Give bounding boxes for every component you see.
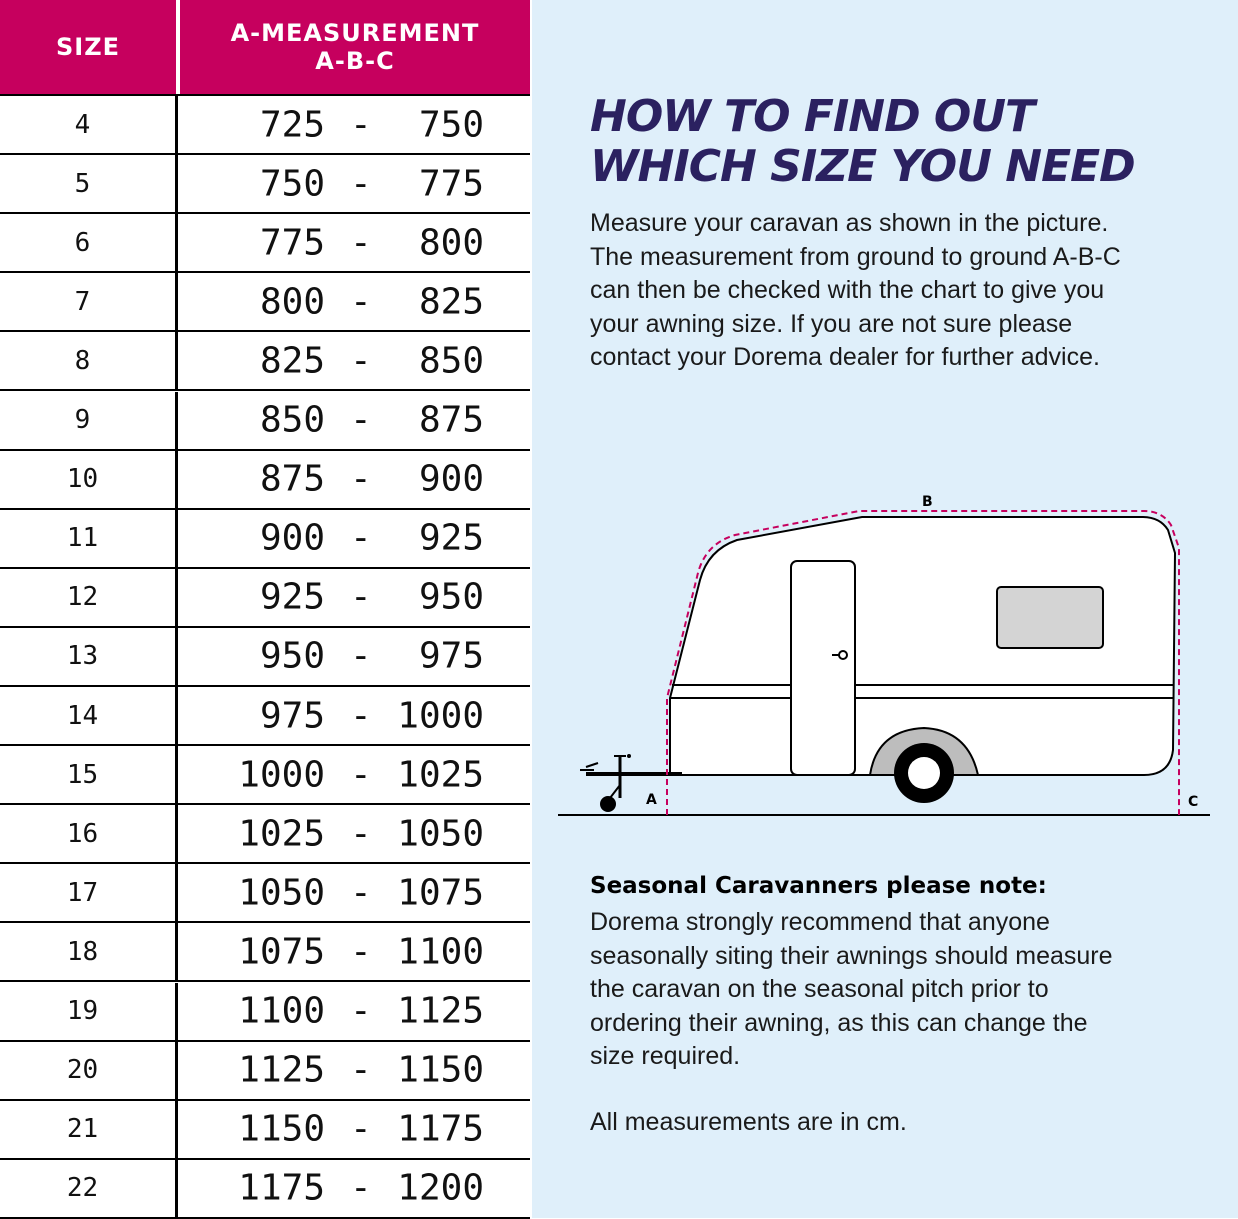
table-row <box>0 569 530 628</box>
size-cell: 14 <box>0 687 178 744</box>
table-row <box>0 687 530 746</box>
measurement-cell <box>178 746 530 803</box>
table-row <box>0 864 530 923</box>
measurement-cell <box>178 864 530 921</box>
measurement-cell <box>178 1042 530 1099</box>
measurement-cell <box>178 923 530 980</box>
table-row <box>0 214 530 273</box>
table-row <box>0 155 530 214</box>
size-cell: 6 <box>0 214 178 271</box>
size-table <box>0 0 530 1218</box>
measurement-cell <box>178 1101 530 1158</box>
range-dash: - <box>350 340 372 382</box>
measurement-cell <box>178 155 530 212</box>
table-row <box>0 983 530 1042</box>
measurement-to: 800 <box>418 222 484 264</box>
note-line: ordering their awning, as this can change the <box>590 1008 1088 1037</box>
table-row <box>0 628 530 687</box>
measurement-from: 1175 <box>238 1167 325 1209</box>
measurement-from: 800 <box>259 281 325 323</box>
measurement-from: 775 <box>259 222 325 264</box>
caravan-door <box>791 561 855 775</box>
measurement-from: 975 <box>259 695 325 736</box>
label-b: B <box>922 494 933 510</box>
label-a: A <box>646 792 657 808</box>
range-dash: - <box>350 931 372 973</box>
measurement-to: 1100 <box>397 931 484 973</box>
title-line-1: HOW TO FIND OUT <box>590 91 1035 142</box>
table-row <box>0 1042 530 1101</box>
measurement-to: 1025 <box>397 754 484 796</box>
range-dash: - <box>350 399 372 441</box>
range-dash: - <box>350 281 372 323</box>
table-row <box>0 1160 530 1219</box>
measurement-cell <box>178 687 530 744</box>
size-cell: 21 <box>0 1101 178 1158</box>
measurement-cell <box>178 214 530 271</box>
size-cell: 18 <box>0 923 178 980</box>
range-dash: - <box>350 222 372 264</box>
measurement-to: 1075 <box>397 872 484 914</box>
measurement-to: 1200 <box>397 1167 484 1209</box>
measurement-from: 725 <box>259 104 325 145</box>
range-dash: - <box>350 1108 372 1150</box>
measurement-to: 875 <box>418 399 484 441</box>
intro-line: Measure your caravan as shown in the picture. <box>590 209 1109 237</box>
label-c: C <box>1188 794 1199 810</box>
note-title: Seasonal Caravanners please note: <box>590 873 1047 899</box>
measurement-cell <box>178 569 530 626</box>
measurement-cell <box>178 451 530 508</box>
note-line: Dorema strongly recommend that anyone <box>590 908 1050 936</box>
measurement-to: 950 <box>418 576 484 618</box>
table-row <box>0 510 530 569</box>
measurement-cell <box>178 273 530 330</box>
measurement-from: 850 <box>259 399 325 441</box>
range-dash: - <box>350 754 372 796</box>
measurement-cell <box>178 392 530 449</box>
size-cell: 13 <box>0 628 178 685</box>
table-row <box>0 332 530 391</box>
intro-paragraph <box>590 207 1190 375</box>
page-title <box>590 92 1135 192</box>
size-cell: 11 <box>0 510 178 567</box>
measurement-cell <box>178 510 530 567</box>
jockey-wheel-icon <box>600 796 616 812</box>
measurement-to: 900 <box>418 458 484 500</box>
table-row <box>0 392 530 451</box>
size-cell: 4 <box>0 96 178 153</box>
measurement-from: 1100 <box>238 990 325 1032</box>
intro-line: contact your Dorema dealer for further advice. <box>590 343 1100 371</box>
measurement-from: 1050 <box>238 872 325 914</box>
header-measurement-label: A-MEASUREMENT <box>230 19 480 47</box>
measurement-to: 1050 <box>397 813 484 855</box>
size-cell: 5 <box>0 155 178 212</box>
note-line: seasonally siting their awnings should measure <box>590 941 1113 970</box>
units-note <box>590 1106 1190 1140</box>
measurement-to: 850 <box>418 340 484 382</box>
note-paragraph <box>590 906 1190 1074</box>
title-line-2: WHICH SIZE YOU NEED <box>590 141 1135 192</box>
size-cell: 22 <box>0 1160 178 1217</box>
measurement-to: 775 <box>418 163 484 205</box>
range-dash: - <box>350 104 372 145</box>
header-measurement-sub: A-B-C <box>315 47 395 75</box>
measurement-from: 900 <box>259 517 325 559</box>
size-cell: 12 <box>0 569 178 626</box>
measurement-from: 925 <box>259 576 325 618</box>
size-cell: 10 <box>0 451 178 508</box>
measurement-cell <box>178 96 530 153</box>
measurement-from: 825 <box>259 340 325 382</box>
measurement-cell <box>178 628 530 685</box>
measurement-from: 875 <box>259 458 325 500</box>
measurement-to: 925 <box>418 517 484 559</box>
range-dash: - <box>350 517 372 559</box>
measurement-from: 1075 <box>238 931 325 973</box>
measurement-cell <box>178 1160 530 1217</box>
measurement-to: 1150 <box>397 1049 484 1091</box>
measurement-from: 1000 <box>238 754 325 796</box>
size-cell: 20 <box>0 1042 178 1099</box>
measurement-from: 750 <box>259 163 325 205</box>
size-cell: 9 <box>0 392 178 449</box>
caravan-window <box>997 587 1103 648</box>
measurement-cell <box>178 805 530 862</box>
range-dash: - <box>350 872 372 914</box>
measurement-to: 975 <box>418 635 484 677</box>
size-cell: 19 <box>0 983 178 1040</box>
range-dash: - <box>350 813 372 855</box>
table-row <box>0 451 530 510</box>
note-line: size required. <box>590 1042 741 1070</box>
range-dash: - <box>350 1049 372 1091</box>
intro-line: can then be checked with the chart to give you <box>590 276 1105 304</box>
table-row <box>0 96 530 155</box>
table-row <box>0 746 530 805</box>
intro-line: your awning size. If you are not sure please <box>590 309 1073 338</box>
caravan-diagram <box>532 480 1238 830</box>
range-dash: - <box>350 576 372 618</box>
range-dash: - <box>350 1167 372 1209</box>
range-dash: - <box>350 635 372 677</box>
measurement-to: 825 <box>418 281 484 323</box>
info-panel <box>532 0 1238 1218</box>
header-size-label: SIZE <box>55 33 120 61</box>
units-note-text: All measurements are in cm. <box>590 1108 907 1136</box>
intro-line: The measurement from ground to ground A-B-C <box>590 242 1121 271</box>
table-row <box>0 923 530 982</box>
header-size <box>0 0 176 94</box>
measurement-from: 1025 <box>238 813 325 855</box>
table-row <box>0 1101 530 1160</box>
size-cell: 7 <box>0 273 178 330</box>
table-row <box>0 805 530 864</box>
table-row <box>0 273 530 332</box>
measurement-from: 1125 <box>238 1049 325 1091</box>
measurement-to: 1125 <box>397 990 484 1032</box>
size-cell: 15 <box>0 746 178 803</box>
measurement-to: 1000 <box>397 695 484 736</box>
range-dash: - <box>350 163 372 205</box>
range-dash: - <box>350 458 372 500</box>
measurement-cell <box>178 983 530 1040</box>
size-cell: 17 <box>0 864 178 921</box>
size-cell: 8 <box>0 332 178 389</box>
table-header <box>0 0 530 96</box>
measurement-cell <box>178 332 530 389</box>
range-dash: - <box>350 695 372 736</box>
measurement-from: 1150 <box>238 1108 325 1150</box>
note-line: the caravan on the seasonal pitch prior to <box>590 975 1049 1003</box>
measurement-to: 1175 <box>397 1108 484 1150</box>
size-cell: 16 <box>0 805 178 862</box>
range-dash: - <box>350 990 372 1032</box>
header-measurement <box>180 0 530 94</box>
measurement-to: 750 <box>418 104 484 145</box>
measurement-from: 950 <box>259 635 325 677</box>
